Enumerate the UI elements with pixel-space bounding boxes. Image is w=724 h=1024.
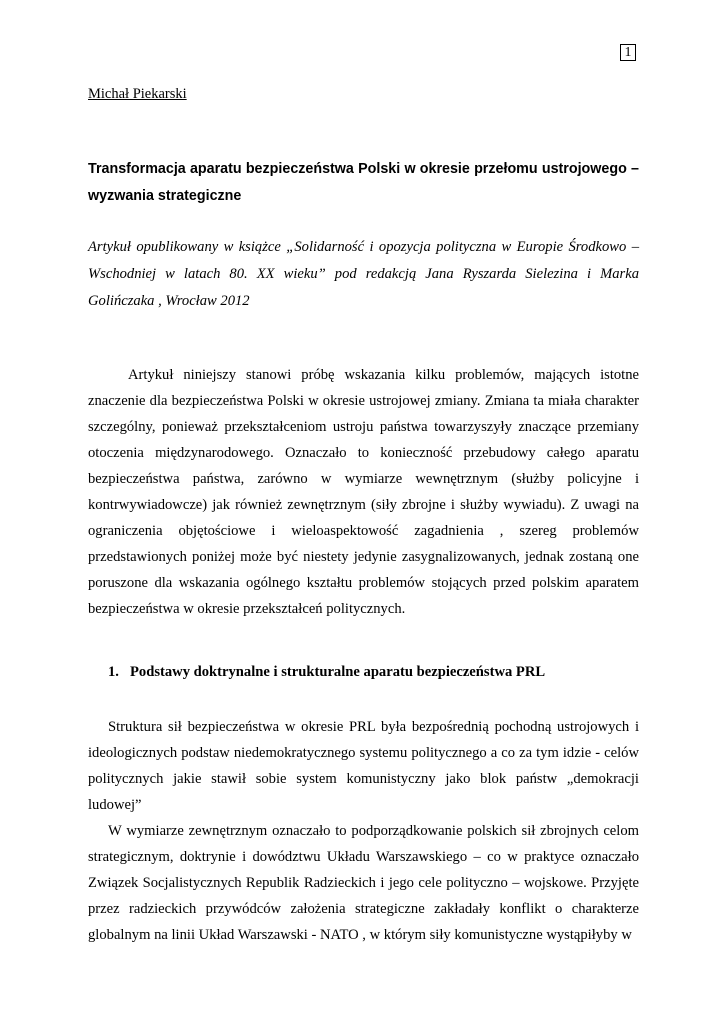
section-heading-text: Podstawy doktrynalne i strukturalne aparatu bezpieczeństwa PRL [130, 664, 546, 680]
article-title: Transformacja aparatu bezpieczeństwa Polski w okresie przełomu ustrojowego – wyzwania strategiczne [88, 161, 639, 204]
section-heading [108, 664, 545, 681]
page-number: 1 [620, 44, 636, 61]
section-body [88, 714, 639, 948]
publication-note: Artykuł opublikowany w książce „Solidarność i opozycja polityczna w Europie Środkowo – Wschodniej w latach 80. XX wieku” pod redakcją Jana Ryszarda Sielezina i Marka Golińczaka , Wrocław 2012 [88, 239, 639, 309]
abstract-paragraph: Artykuł niniejszy stanowi próbę wskazania kilku problemów, mających istotne znaczenie dla bezpieczeństwa Polski w okresie ustrojowej zmiany. Zmiana ta miała charakter szczególny, ponieważ przekształceniom ustroju państwa towarzyszyły znaczące przemiany otoczenia międzynarodowego. Oznaczało to konieczność przebudowy całego aparatu bezpieczeństwa państwa, zarówno w wymiarze wewnętrznym (służby policyjne i kontrwywiadowcze) jak również zewnętrznym (siły zbrojne i służby wywiadu). Z uwagi na ograniczenia objętościowe i wieloaspektowość zagadnienia , szereg problemów przedstawionych poniżej może być niestety jedynie zasygnalizowanych, jednak zostaną one poruszone dla wskazania ogólnego kształtu problemów stojących przed polskim aparatem bezpieczeństwa w okresie przekształceń politycznych. [88, 367, 639, 617]
author-name: Michał Piekarski [88, 86, 187, 102]
body-paragraph: Struktura sił bezpieczeństwa w okresie PRL była bezpośrednią pochodną ustrojowych i ideologicznych podstaw niedemokratycznego systemu politycznego a co za tym idzie - celów politycznych jakie stawił sobie system komunistyczny jako blok państw „demokracji ludowej” [88, 719, 639, 813]
body-paragraph: W wymiarze zewnętrznym oznaczało to podporządkowanie polskich sił zbrojnych celom strategicznym, doktrynie i dowództwu Układu Warszawskiego – co w praktyce oznaczało Związek Socjalistycznych Republik Radzieckich i jego cele polityczno – wojskowe. Przyjęte przez radzieckich przywódców założenia strategiczne zakładały konflikt o charakterze globalnym na linii Układ Warszawski - NATO , w którym siły komunistyczne wystąpiłyby w [88, 823, 639, 943]
section-number: 1. [108, 664, 119, 680]
